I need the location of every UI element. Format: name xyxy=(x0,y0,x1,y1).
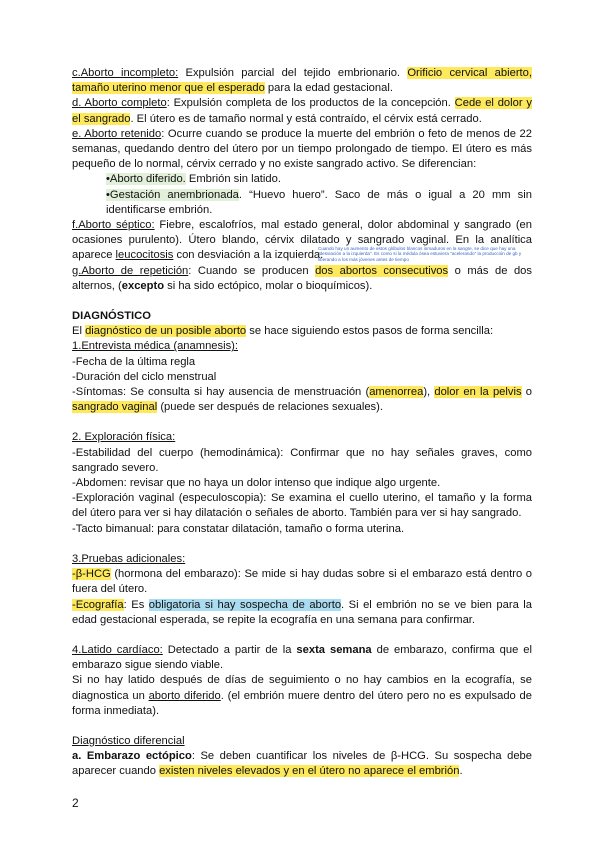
text: para la edad gestacional. xyxy=(264,82,393,95)
document-page xyxy=(72,66,532,780)
list-item: -Duración del ciclo menstrual xyxy=(72,370,217,383)
latido-heading: 4.Latido cardíaco: xyxy=(72,643,163,656)
text: con desviación a la izquierda. xyxy=(173,249,324,262)
text: : Cuando se producen xyxy=(188,264,316,277)
bullet-aborto-diferido xyxy=(72,172,532,187)
aborto-incompleto-label: c.Aborto incompleto: xyxy=(72,67,179,79)
aborto-incompleto-paragraph xyxy=(72,66,532,96)
text: de embarazo, confirma que el embarazo sigue siendo viable. xyxy=(72,643,533,672)
leucocitosis-link: leucocitosis xyxy=(115,249,174,262)
aborto-repeticion-paragraph xyxy=(72,264,532,294)
entrevista-heading: 1.Entrevista médica (anamnesis): xyxy=(72,340,239,353)
aborto-repeticion-label: g.Aborto de repetición xyxy=(72,264,189,277)
text: (hormona del embarazo): Se mide si hay dudas sobre si el embarazo está dentro o fuera del útero. xyxy=(72,568,532,596)
text: Detectado a partir de la xyxy=(162,643,297,656)
highlight-blue: obligatoria si hay sospecha de aborto xyxy=(148,598,342,611)
aborto-septico-label: f.Aborto séptico: xyxy=(72,219,155,232)
highlight: dos abortos consecutivos xyxy=(315,264,449,277)
latido-paragraph-2 xyxy=(72,673,532,719)
text: El xyxy=(72,325,86,338)
text: Fiebre, escalofríos, mal estado general, dolor abdominal y sangrado (en ocasiones purulento). Útero blando, cérvix dilatado y sangrado vaginal. En la analítica aparece xyxy=(72,219,532,262)
list-item: -Abdomen: revisar que no haya un dolor intenso que indique algo urgente. xyxy=(72,477,441,490)
page-number: 2 xyxy=(72,796,79,810)
leucocitosis-note: Cuando hay un aumento de estos glóbulos blancos inmaduros en la sangre, se dice que hay una "desviación a la izquierda". Es como si la médula ósea estuviera "acelerando" la producción de gb y liberando a los más jóvenes antes de tiempo xyxy=(318,246,522,262)
text: o xyxy=(521,386,532,399)
highlight: •Aborto diferido. xyxy=(106,173,186,186)
highlight: -β-HCG xyxy=(72,568,111,581)
list-item: -Estabilidad del cuerpo (hemodinámica): Confirmar que no hay señales graves, como sangrado severo. xyxy=(72,446,532,474)
latido-paragraph xyxy=(72,643,532,673)
text: : Ocurre cuando se produce la muerte del embrión o feto de menos de 22 semanas, quedando dentro del útero por un tiempo prolongado de tiempo. El útero es más pequeño de lo normal, cérvix cerrado y no existe sangrado activo. Se diferencian: xyxy=(72,127,532,171)
text: . xyxy=(459,765,463,778)
highlight: •Gestación anembrionada xyxy=(106,188,239,201)
text: ), xyxy=(423,386,435,399)
bold-text: excepto xyxy=(121,279,165,292)
ecografia-item xyxy=(72,598,532,628)
bold-text: sexta semana xyxy=(296,643,372,656)
text: : Se deben cuantificar los niveles de β-HCG. Su sospecha debe aparecer cuando xyxy=(72,750,532,778)
text: . “Huevo huero”. Saco de más o igual a 20 mm sin identificarse embrión. xyxy=(106,188,532,216)
text: Embrión sin latido. xyxy=(185,173,281,186)
text: : Es xyxy=(123,598,149,611)
text: -Síntomas: Se consulta si hay ausencia de menstruación ( xyxy=(72,386,370,399)
text: Expulsión parcial del tejido embrionario. xyxy=(178,67,408,79)
aborto-completo-paragraph xyxy=(72,96,532,126)
aborto-completo-label: d. Aborto completo xyxy=(72,97,167,110)
highlight: Orificio cervical abierto, xyxy=(407,67,532,79)
exploracion-heading: 2. Exploración física: xyxy=(72,431,176,444)
diagnostico-heading: DIAGNÓSTICO xyxy=(72,310,151,323)
embarazo-ectopico-paragraph xyxy=(72,749,532,779)
list-item: -Tacto bimanual: para constatar dilatación, tamaño o forma uterina. xyxy=(72,522,405,535)
highlight: tamaño uterino menor que el esperado xyxy=(72,82,265,95)
highlight: sangrado vaginal xyxy=(72,401,158,414)
highlight: diagnóstico de un posible aborto xyxy=(85,325,247,338)
highlight: amenorrea xyxy=(369,386,424,399)
highlight: existen niveles elevados y en el útero no aparece el embrión xyxy=(159,765,460,778)
aborto-retenido-label: e. Aborto retenido xyxy=(72,127,162,140)
bold-text: a. Embarazo ectópico xyxy=(72,750,192,763)
text: . (el embrión muere dentro del útero pero no es expulsado de forma inmediata). xyxy=(72,689,532,717)
sintomas-item xyxy=(72,385,532,415)
diagnostico-diferencial-heading: Diagnóstico diferencial xyxy=(72,734,185,747)
highlight: Cede el dolor y el sangrado xyxy=(72,97,532,125)
highlight: -Ecografía xyxy=(72,598,124,611)
bullet-gestacion-anembrionada xyxy=(72,188,532,218)
text: Si no hay latido después de días de seguimiento o no hay cambios en la ecografía, se diagnostica un xyxy=(72,674,532,702)
text: (puede ser después de relaciones sexuales). xyxy=(157,401,383,414)
aborto-diferido-link: aborto diferido xyxy=(148,689,221,702)
aborto-retenido-paragraph xyxy=(72,127,532,173)
text: o más de dos alternos, ( xyxy=(72,264,532,292)
list-item: -Exploración vaginal (especuloscopia): Se examina el cuello uterino, el tamaño y la forma del útero para ver si hay dilatación o señales de aborto. También para ver si hay sangrado. xyxy=(72,492,532,520)
diagnostico-intro xyxy=(72,324,532,339)
list-item: -Fecha de la última regla xyxy=(72,355,196,368)
highlight: dolor en la pelvis xyxy=(434,386,522,399)
text: . Si el embrión no se ve bien para la edad gestacional esperada, se repite la ecografía en una semana para confirmar. xyxy=(72,598,532,626)
text: . El útero es de tamaño normal y está contraído, el cérvix está cerrado. xyxy=(130,112,482,125)
pruebas-heading: 3.Pruebas adicionales: xyxy=(72,552,186,565)
bhcg-item xyxy=(72,567,532,597)
text: se hace siguiendo estos pasos de forma sencilla: xyxy=(246,325,494,338)
text: : Expulsión completa de los productos de la concepción. xyxy=(166,97,455,110)
text: si ha sido ectópico, molar o bioquímicos). xyxy=(164,279,373,292)
